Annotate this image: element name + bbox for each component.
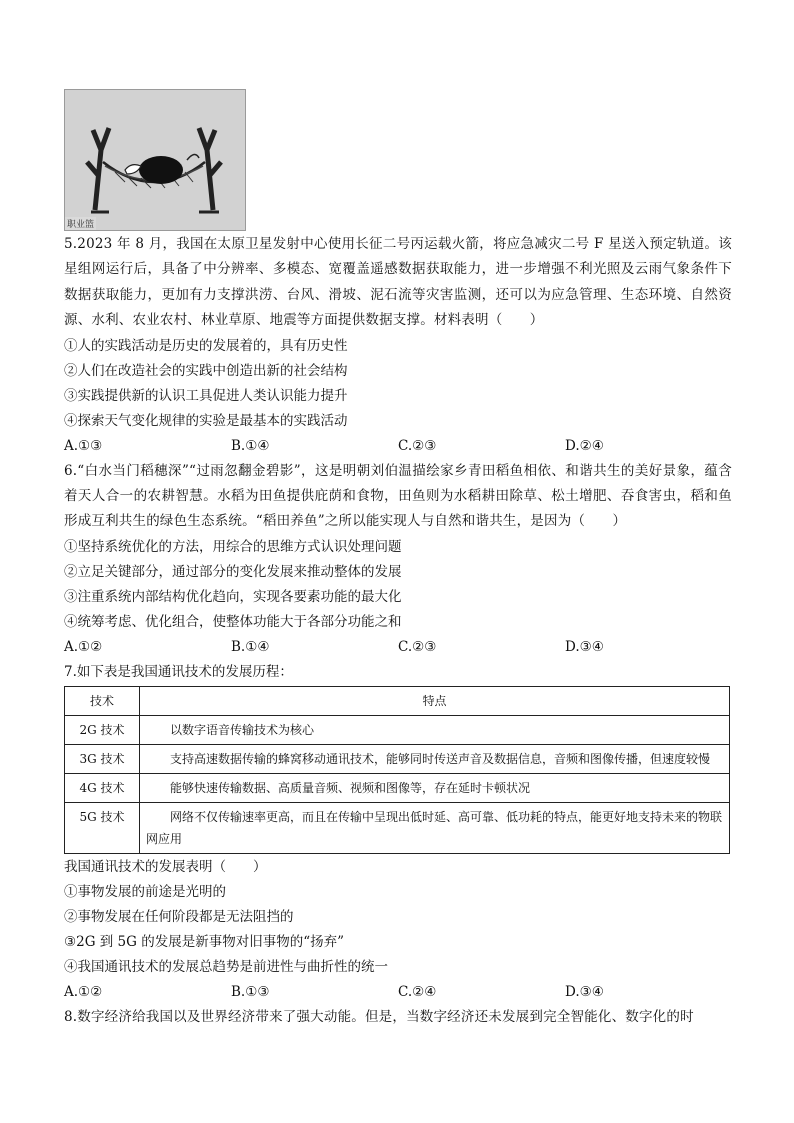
question-7-option-1: ①事物发展的前途是光明的	[64, 883, 226, 900]
table-cell-tech: 4G 技术	[65, 773, 140, 802]
table-cell-tech: 5G 技术	[65, 802, 140, 853]
question-7-option-3: ③2G 到 5G 的发展是新事物对旧事物的“扬弃”	[64, 933, 345, 950]
questions-content	[64, 232, 732, 1030]
question-6-option-1: ①坚持系统优化的方法，用综合的思维方式认识处理问题	[64, 538, 402, 555]
hammock-cartoon-drawing	[65, 90, 245, 230]
question-6-option-4: ④统筹考虑、优化组合，使整体功能大于各部分功能之和	[64, 613, 402, 630]
table-row	[65, 744, 730, 773]
question-6-option-2: ②立足关键部分，通过部分的变化发展来推动整体的发展	[64, 563, 402, 580]
question-6-stem: 6.“白水当门稻穗深”“过雨忽翻金碧影”，这是明朝刘伯温描绘家乡青田稻鱼相依、和谐共生的美好景象，蕴含着天人合一的农耕智慧。水稻为田鱼提供庇荫和食物，田鱼则为水稻耕田除草、松土增肥、吞食害虫，稻和鱼形成互利共生的绿色生态系统。“稻田养鱼”之所以能实现人与自然和谐共生，是因为（ ）	[64, 462, 732, 530]
question-6-choice-c: C.②③	[398, 638, 437, 655]
question-7-intro: 7.如下表是我国通讯技术的发展历程：	[64, 663, 293, 680]
question-6-choice-b: B.①④	[231, 638, 270, 655]
question-5-option-4: ④探索天气变化规律的实验是最基本的实践活动	[64, 412, 348, 429]
question-6-choices	[64, 635, 732, 660]
table-cell-feature: 网络不仅传输速率更高，而且在传输中呈现出低时延、高可靠、低功耗的特点，能更好地支持未来的物联网应用	[140, 802, 730, 853]
question-7-choice-b: B.①③	[231, 983, 270, 1000]
table-header-tech: 技术	[65, 686, 140, 715]
question-5-choice-c: C.②③	[398, 437, 437, 454]
question-6-option-3: ③注重系统内部结构优化趋向，实现各要素功能的最大化	[64, 588, 402, 605]
question-5-choice-d: D.②④	[565, 437, 604, 454]
question-5-choice-b: B.①④	[231, 437, 270, 454]
question-6-choice-d: D.③④	[565, 638, 604, 655]
question-5-option-3: ③实践提供新的认识工具促进人类认识能力提升	[64, 387, 348, 404]
table-row	[65, 715, 730, 744]
table-header-feature: 特点	[140, 686, 730, 715]
table-cell-feature: 能够快速传输数据、高质量音频、视频和图像等，存在延时卡顿状况	[140, 773, 730, 802]
table-cell-feature: 以数字语音传输技术为核心	[140, 715, 730, 744]
tech-table	[64, 686, 730, 854]
question-7-choices	[64, 980, 732, 1005]
table-cell-tech: 3G 技术	[65, 744, 140, 773]
question-5-option-1: ①人的实践活动是历史的发展着的，具有历史性	[64, 337, 348, 354]
cartoon-image	[64, 89, 246, 231]
question-5-choices	[64, 434, 732, 459]
question-5-choice-a: A.①③	[64, 437, 103, 454]
image-caption: 职业篮	[65, 217, 96, 230]
question-7-choice-a: A.①②	[64, 983, 103, 1000]
question-7-choice-d: D.③④	[565, 983, 604, 1000]
table-row	[65, 773, 730, 802]
question-8-stem: 8.数字经济给我国以及世界经济带来了强大动能。但是，当数字经济还未发展到完全智能化、数字化的时	[64, 1008, 694, 1025]
question-7-stem: 我国通讯技术的发展表明（ ）	[64, 858, 267, 875]
table-header-row	[65, 686, 730, 715]
table-cell-feature: 支持高速数据传输的蜂窝移动通讯技术，能够同时传送声音及数据信息，音频和图像传播，但速度较慢	[140, 744, 730, 773]
question-6-choice-a: A.①②	[64, 638, 103, 655]
table-row	[65, 802, 730, 853]
question-5-stem: 5.2023 年 8 月，我国在太原卫星发射中心使用长征二号丙运载火箭，将应急减灾二号 F 星送入预定轨道。该星组网运行后，具备了中分辨率、多模态、宽覆盖遥感数据获取能力，进一步增强不利光照及云雨气象条件下数据获取能力，更加有力支撑洪涝、台风、滑坡、泥石流等灾害监测，还可以为应急管理、生态环境、自然资源、水利、农业农村、林业草原、地震等方面提供数据支撑。材料表明（ ）	[64, 236, 732, 329]
question-7-option-4: ④我国通讯技术的发展总趋势是前进性与曲折性的统一	[64, 958, 388, 975]
question-7-choice-c: C.②④	[398, 983, 437, 1000]
question-7-option-2: ②事物发展在任何阶段都是无法阻挡的	[64, 908, 294, 925]
table-cell-tech: 2G 技术	[65, 715, 140, 744]
question-5-option-2: ②人们在改造社会的实践中创造出新的社会结构	[64, 362, 348, 379]
